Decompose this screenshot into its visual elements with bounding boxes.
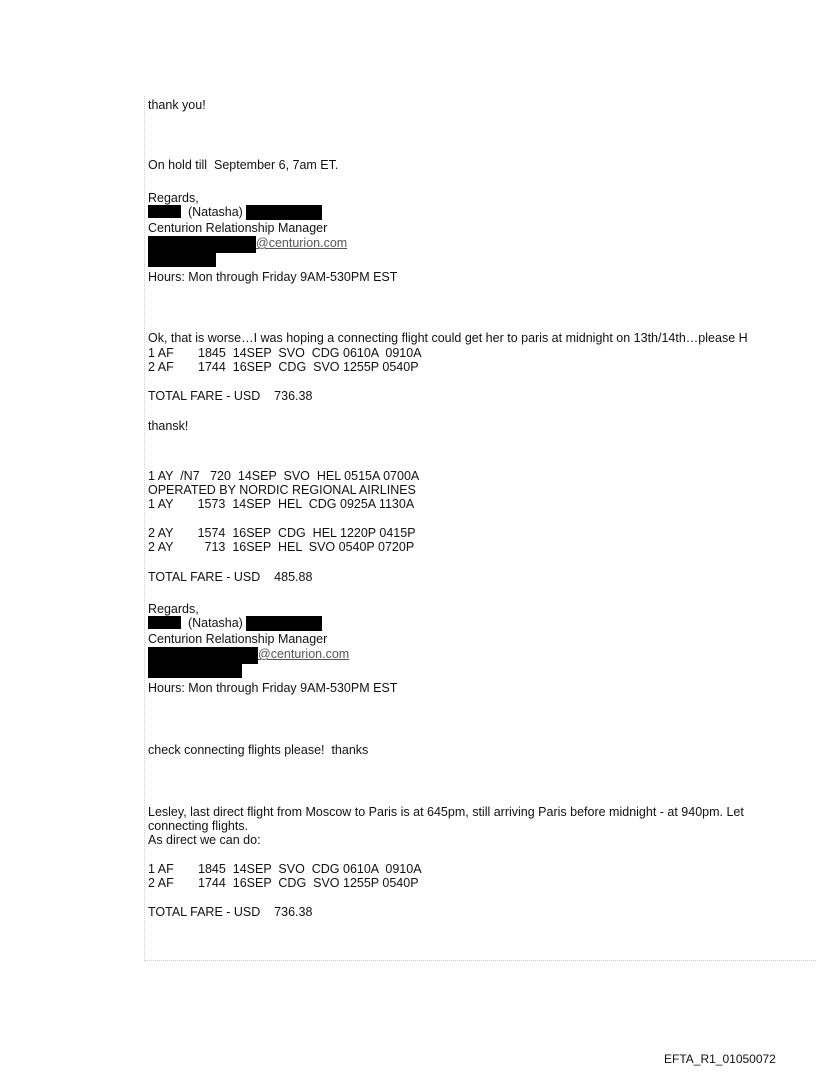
redaction-bar xyxy=(246,616,322,631)
signature-nickname: (Natasha) xyxy=(187,205,243,219)
itinerary-line: 1 AF 1845 14SEP SVO CDG 0610A 0910A xyxy=(148,862,422,876)
signature-regards: Regards, xyxy=(148,191,199,205)
redaction-bar xyxy=(148,236,256,253)
signature-name-line xyxy=(148,616,322,631)
message-text: check connecting flights please! thanks xyxy=(148,743,369,757)
signature-nickname: (Natasha) xyxy=(187,616,243,630)
redaction-bar xyxy=(148,205,181,218)
signature-title: Centurion Relationship Manager xyxy=(148,632,328,646)
redaction-bar xyxy=(246,205,322,220)
redaction-bar xyxy=(148,616,181,629)
signature-email-link[interactable]: @centurion.com xyxy=(258,647,350,661)
signature-email-line xyxy=(148,236,347,253)
itinerary-line: 1 AF 1845 14SEP SVO CDG 0610A 0910A xyxy=(148,346,422,360)
message-text: Lesley, last direct flight from Moscow to Paris is at 645pm, still arriving Paris before midnight - at 940pm. Let xyxy=(148,805,744,819)
itinerary-line: 2 AF 1744 16SEP CDG SVO 1255P 0540P xyxy=(148,360,419,374)
email-thread-body xyxy=(144,96,816,961)
fare-total: TOTAL FARE - USD 736.38 xyxy=(148,389,313,403)
redaction-bar xyxy=(148,253,216,267)
redaction-bar xyxy=(148,647,258,664)
message-text: thansk! xyxy=(148,419,189,433)
fare-total: TOTAL FARE - USD 485.88 xyxy=(148,570,313,584)
reply-text: thank you! xyxy=(148,98,206,112)
signature-title: Centurion Relationship Manager xyxy=(148,221,328,235)
redaction-bar xyxy=(148,664,242,678)
itinerary-line: 1 AY /N7 720 14SEP SVO HEL 0515A 0700A xyxy=(148,469,420,483)
message-text: As direct we can do: xyxy=(148,833,261,847)
fare-total: TOTAL FARE - USD 736.38 xyxy=(148,905,313,919)
signature-hours: Hours: Mon through Friday 9AM-530PM EST xyxy=(148,681,398,695)
signature-email-line xyxy=(148,647,349,664)
itinerary-line: 2 AF 1744 16SEP CDG SVO 1255P 0540P xyxy=(148,876,419,890)
bates-number: EFTA_R1_01050072 xyxy=(664,1052,776,1066)
message-text: connecting flights. xyxy=(148,819,249,833)
message-text: Ok, that is worse…I was hoping a connecting flight could get her to paris at midnight on 13th/14th…please H xyxy=(148,331,748,345)
itinerary-line: 2 AY 713 16SEP HEL SVO 0540P 0720P xyxy=(148,540,415,554)
signature-hours: Hours: Mon through Friday 9AM-530PM EST xyxy=(148,270,398,284)
signature-name-line xyxy=(148,205,322,220)
signature-regards: Regards, xyxy=(148,602,199,616)
signature-email-link[interactable]: @centurion.com xyxy=(256,236,348,250)
itinerary-line: 2 AY 1574 16SEP CDG HEL 1220P 0415P xyxy=(148,526,416,540)
hold-notice: On hold till September 6, 7am ET. xyxy=(148,158,339,172)
itinerary-line: OPERATED BY NORDIC REGIONAL AIRLINES xyxy=(148,483,416,497)
itinerary-line: 1 AY 1573 14SEP HEL CDG 0925A 1130A xyxy=(148,497,415,511)
